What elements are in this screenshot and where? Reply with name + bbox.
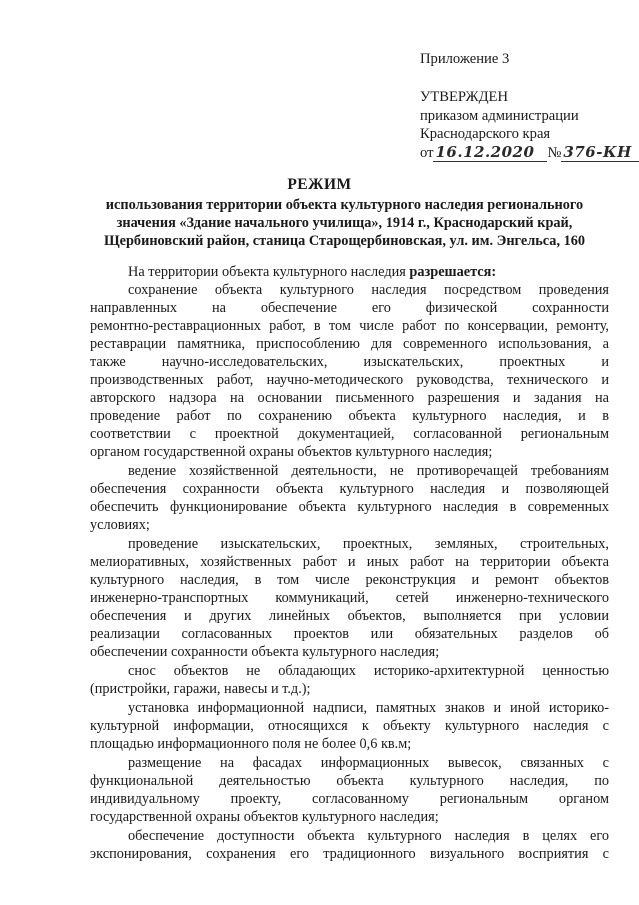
body-line: индивидуальному проекту, согласованному региональным органом <box>90 791 609 807</box>
body-line: обеспечения и других линейных объектов, выполняется при условии <box>90 608 609 624</box>
order-issuer-line1: приказом администрации <box>420 108 579 124</box>
body-line: ремонтно-реставрационных работ, в том числе работ по консервации, ремонту, <box>90 318 609 334</box>
order-prefix: от <box>420 145 434 161</box>
body-line: обеспечение доступности объекта культурного наследия в целях его <box>128 828 609 844</box>
body-line: авторского надзора на основании письменного разрешения и задания на <box>90 390 609 406</box>
body-line: площадью информационного поля не более 0,6 кв.м; <box>90 736 412 752</box>
intro-paragraph <box>128 263 609 281</box>
body-line: реставрации памятника, приспособлению для современного использования, а <box>90 336 609 352</box>
body-line: мелиоративных, хозяйственных работ и иных работ на территории объекта <box>90 554 609 570</box>
order-number-handwritten: 376-КН <box>561 143 639 162</box>
body-line: направленных на обеспечение его физической сохранности <box>90 300 609 316</box>
body-line: сохранение объекта культурного наследия посредством проведения <box>128 282 609 298</box>
body-line: обеспечения сохранности объекта культурного наследия и позволяющей <box>90 481 609 497</box>
appendix-label: Приложение 3 <box>420 51 510 67</box>
body-line: обеспечить функционирование объекта культурного наследия в современных <box>90 499 609 515</box>
body-line: экспонирования, сохранения его традиционного визуального восприятия с <box>90 846 609 862</box>
body-line: снос объектов не обладающих историко-архитектурной ценностью <box>128 663 609 679</box>
body-line: соответствии с проектной документацией, согласованной региональным <box>90 426 609 442</box>
intro-text: На территории объекта культурного наследия <box>128 264 410 280</box>
document-title: РЕЖИМ <box>287 176 352 193</box>
body-line: реализации согласованных проектов или обязательных разделов об <box>90 626 609 642</box>
document-subtitle-line: использования территории объекта культурного наследия регионального <box>105 197 584 213</box>
body-line: проведение изыскательских, проектных, земляных, строительных, <box>128 536 609 552</box>
body-line: органом государственной охраны объектов культурного наследия; <box>90 444 493 460</box>
body-line: ведение хозяйственной деятельности, не противоречащей требованиям <box>128 463 609 479</box>
order-issuer-line2: Краснодарского края <box>420 126 551 142</box>
body-line: условиях; <box>90 517 150 533</box>
order-date-number-line <box>420 143 639 162</box>
body-line: размещение на фасадах информационных вывесок, связанных с <box>128 755 609 771</box>
body-line: проведение работ по сохранению объекта культурного наследия, и в <box>90 408 609 424</box>
body-line: обеспечении сохранности объекта культурного наследия; <box>90 644 440 660</box>
document-subtitle-line: значения «Здание начального училища», 1914 г., Краснодарский край, <box>116 215 573 231</box>
approved-label: УТВЕРЖДЕН <box>420 89 508 105</box>
body-line: также научно-исследовательских, изыскательских, проектных и <box>90 354 609 370</box>
body-line: культурного наследия, в том числе реконструкция и ремонт объектов <box>90 572 609 588</box>
body-line: инженерно-транспортных коммуникаций, сетей инженерно-технического <box>90 590 609 606</box>
body-line: функциональной деятельностью объекта культурного наследия, по <box>90 773 609 789</box>
body-line: культурной информации, относящихся к объекту культурного наследия с <box>90 718 609 734</box>
body-line: государственной охраны объектов культурного наследия; <box>90 809 439 825</box>
document-subtitle-line: Щербиновский район, станица Старощербиновская, ул. им. Энгельса, 160 <box>103 233 586 249</box>
body-line: установка информационной надписи, памятных знаков и иной историко- <box>128 700 609 716</box>
body-line: (пристройки, гаражи, навесы и т.д.); <box>90 681 311 697</box>
order-number-sign: № <box>547 145 562 161</box>
intro-bold-text: разрешается: <box>409 264 497 280</box>
body-line: производственных работ, научно-методического руководства, технического и <box>90 372 609 388</box>
order-date-handwritten: 16.12.2020 <box>433 143 547 162</box>
